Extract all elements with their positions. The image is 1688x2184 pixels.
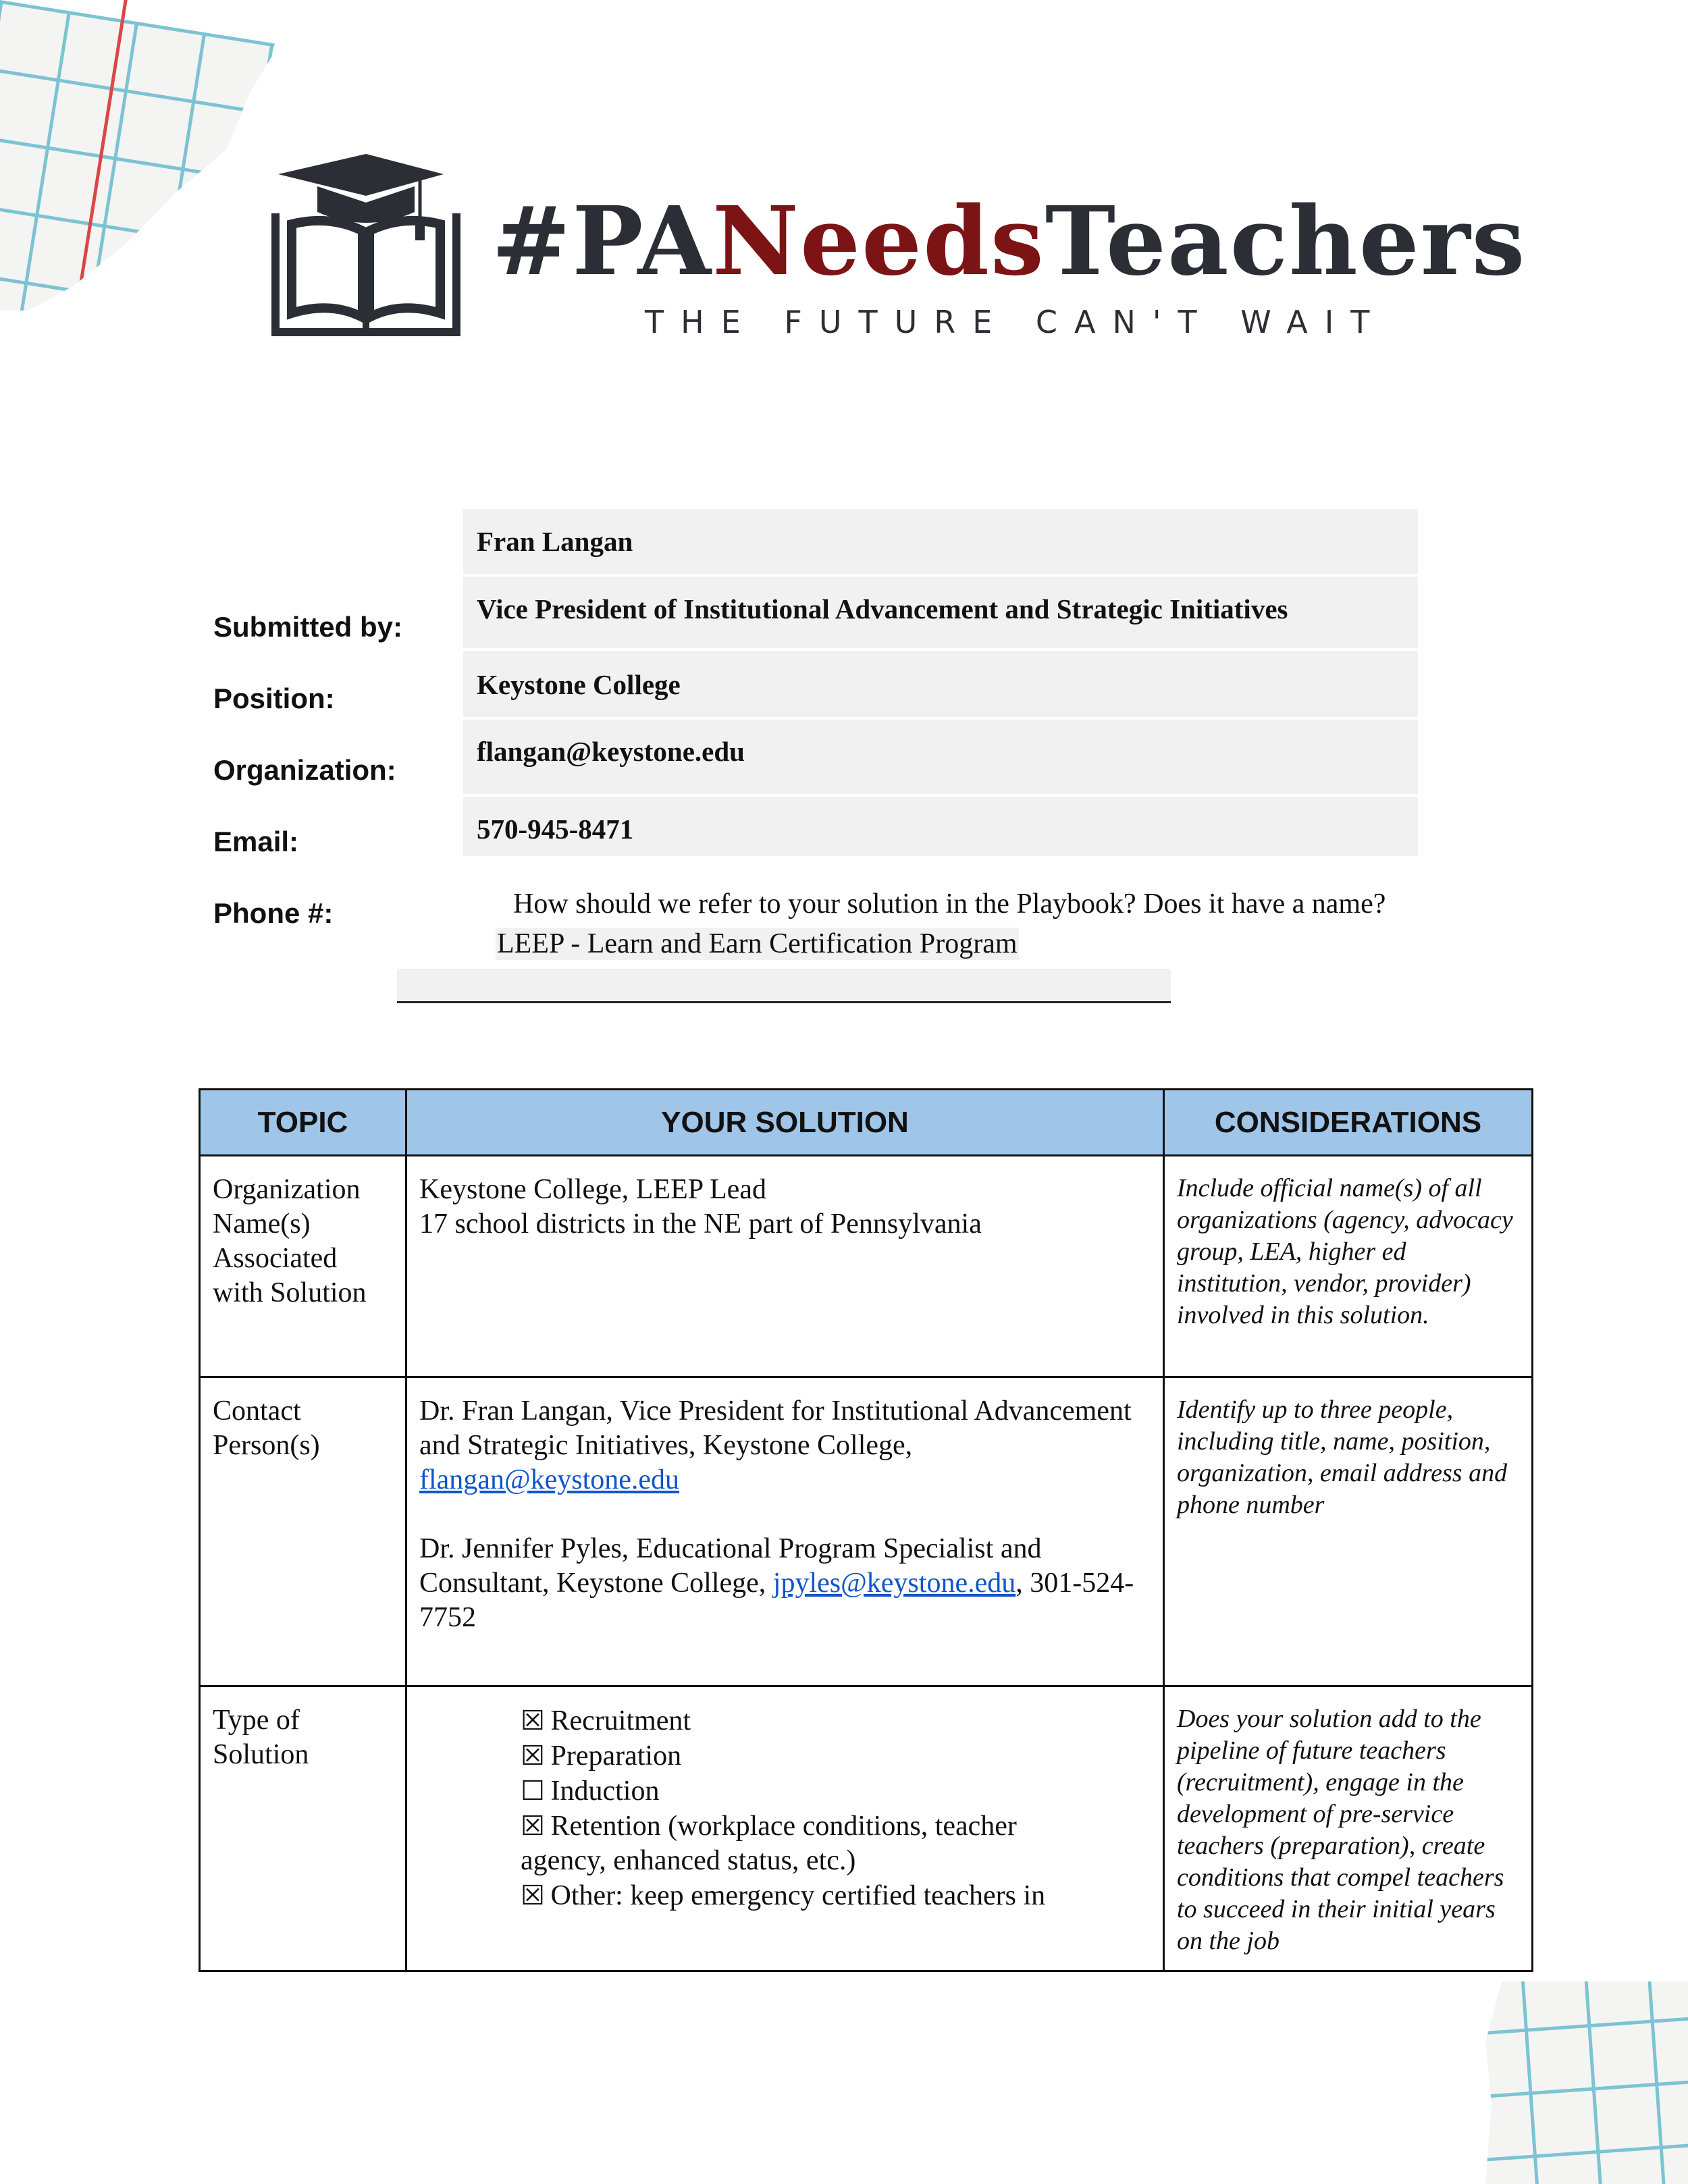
solution-line: Keystone College, LEEP Lead (419, 1174, 766, 1205)
email-value[interactable]: flangan@keystone.edu (463, 720, 1418, 797)
book-graduation-cap-icon (265, 154, 467, 343)
contact-person-1-text: Dr. Fran Langan, Vice President for Institutional Advancement and Strategic Initiatives, Keystone College, (419, 1395, 1132, 1461)
checklist-label: Induction (550, 1776, 660, 1807)
position-value[interactable]: Vice President of Institutional Advancement and Strategic Initiatives (463, 577, 1418, 651)
contact-person-2-email-link[interactable]: jpyles@keystone.edu (772, 1568, 1016, 1599)
checkbox-icon[interactable]: ☒ (521, 1740, 545, 1771)
phone-value[interactable]: 570-945-8471 (463, 797, 1418, 859)
contact-person-2-phone: 301-524-7752 (419, 1568, 1134, 1633)
checklist-label: Retention (workplace conditions, teacher (550, 1811, 1017, 1842)
organization-value[interactable]: Keystone College (463, 651, 1418, 720)
solution-table (199, 1088, 1533, 1972)
solution-line: 17 school districts in the NE part of Pennsylvania (419, 1208, 982, 1240)
submitted-by-label: Submitted by: (213, 611, 402, 643)
checkbox-icon[interactable]: ☐ (521, 1776, 545, 1806)
logo-title-part2: Needs (712, 186, 1045, 297)
considerations-cell: Identify up to three people, including title, name, position, organization, email address and phone number (1164, 1377, 1533, 1686)
organization-label: Organization: (213, 754, 396, 786)
header-topic: TOPIC (200, 1090, 406, 1156)
checkbox-icon[interactable]: ☒ (521, 1705, 545, 1736)
table-row-organization (200, 1156, 1533, 1377)
contact-person-2-comma: , (1016, 1568, 1023, 1599)
solution-cell (406, 1377, 1164, 1686)
checklist-label: Other: keep emergency certified teachers in (550, 1880, 1046, 1911)
checklist-label: Preparation (550, 1740, 682, 1772)
header-solution: YOUR SOLUTION (406, 1090, 1164, 1156)
checkbox-icon[interactable]: ☒ (521, 1880, 545, 1911)
table-row-type (200, 1686, 1533, 1971)
table-row-contact (200, 1377, 1533, 1686)
logo-title-part1: #PA (492, 186, 713, 297)
checkbox-icon[interactable]: ☒ (521, 1811, 545, 1841)
solution-name-field[interactable] (397, 969, 1171, 1003)
solution-cell (406, 1156, 1164, 1377)
solution-type-checklist (419, 1703, 1151, 1913)
email-label: Email: (213, 826, 299, 857)
contact-person-2-text: Dr. Jennifer Pyles, Educational Program Specialist and Consultant, Keystone College, (419, 1533, 1042, 1599)
checklist-item[interactable] (521, 1703, 1151, 1738)
solution-name-question: How should we refer to your solution in the Playbook? Does it have a name? (513, 888, 1386, 920)
checklist-item[interactable] (521, 1774, 1151, 1809)
topic-cell: Type of Solution (200, 1686, 406, 1971)
checklist-item[interactable] (521, 1809, 1151, 1844)
table-header-row (200, 1090, 1533, 1156)
header-considerations: CONSIDERATIONS (1164, 1090, 1533, 1156)
contact-person-1 (419, 1394, 1151, 1497)
submitted-by-value[interactable]: Fran Langan (463, 509, 1418, 577)
checklist-item[interactable] (521, 1738, 1151, 1774)
position-label: Position: (213, 683, 335, 714)
topic-cell: Contact Person(s) (200, 1377, 406, 1686)
contact-person-2 (419, 1532, 1151, 1635)
considerations-cell: Does your solution add to the pipeline of future teachers (recruitment), engage in the development of pre-service teachers (preparation), create conditions that compel teachers to succeed in their initial years on the job (1164, 1686, 1533, 1971)
logo-title-part3: Teachers (1045, 186, 1527, 297)
contact-person-1-email-link[interactable]: flangan@keystone.edu (419, 1464, 680, 1495)
considerations-cell: Include official name(s) of all organizations (agency, advocacy group, LEA, higher ed institution, vendor, provider) involved in this solution. (1164, 1156, 1533, 1377)
phone-label: Phone #: (213, 897, 334, 929)
solution-name-value[interactable]: LEEP - Learn and Earn Certification Program (497, 928, 1018, 959)
grid-paper-decoration-top-left (0, 0, 284, 311)
topic-cell: Organization Name(s) Associated with Solution (200, 1156, 406, 1377)
checklist-continuation: agency, enhanced status, etc.) (521, 1845, 856, 1876)
logo-title (492, 186, 1527, 297)
checklist-item[interactable] (521, 1878, 1151, 1913)
solution-cell (406, 1686, 1164, 1971)
grid-paper-decoration-bottom-right (1485, 1981, 1688, 2184)
checklist-label: Recruitment (550, 1705, 691, 1736)
logo-tagline: THE FUTURE CAN'T WAIT (645, 304, 1387, 340)
